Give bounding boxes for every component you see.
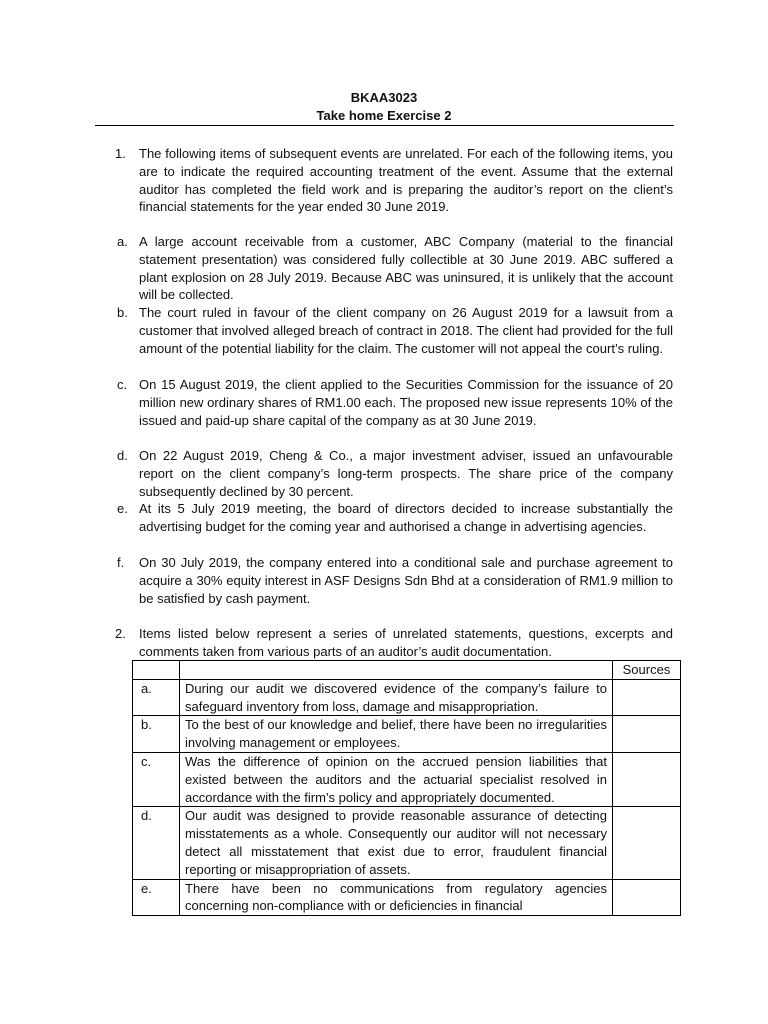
row-label: c. xyxy=(133,752,180,806)
row-statement: Our audit was designed to provide reasonable assurance of detecting misstatements as a whole. Consequently our auditor will not necessary detect all misstatement that exist due to error, fraudulent financial reporting or misappropriation of assets. xyxy=(180,807,613,879)
exercise-title: Take home Exercise 2 xyxy=(316,108,452,123)
row-statement: During our audit we discovered evidence of the company’s failure to safeguard inventory from loss, damage and misappropriation. xyxy=(180,679,613,716)
question-1-item-text: At its 5 July 2019 meeting, the board of directors decided to increase substantially the advertising budget for the coming year and authorised a change in advertising agencies. xyxy=(139,501,673,534)
row-label: d. xyxy=(133,807,180,879)
table-header-cell xyxy=(180,661,613,680)
row-source-cell xyxy=(613,679,681,716)
course-code: BKAA3023 xyxy=(350,90,418,105)
question-1-item-label: c. xyxy=(117,377,128,392)
table-row xyxy=(133,679,681,716)
question-1-item-label: a. xyxy=(117,234,128,249)
row-statement: To the best of our knowledge and belief, there have been no irregularities involving management or employees. xyxy=(180,716,613,753)
row-source-cell xyxy=(613,879,681,916)
title-divider xyxy=(95,125,674,126)
question-1-item-text: The court ruled in favour of the client company on 26 August 2019 for a lawsuit from a customer that involved alleged breach of contract in 2018. The client had provided for the full amount of the potential liability for the claim. The customer will not appeal the court’s ruling. xyxy=(139,305,673,356)
question-1-text: The following items of subsequent events are unrelated. For each of the following items, you are to indicate the required accounting treatment of the event. Assume that the external auditor has completed the field work and is preparing the auditor’s report on the client’s financial statements for the year ended 30 June 2019. xyxy=(139,146,673,215)
row-source-cell xyxy=(613,807,681,879)
question-1-number: 1. xyxy=(115,146,126,161)
question-1-item-label: e. xyxy=(117,501,128,516)
row-label: e. xyxy=(133,879,180,916)
row-statement: There have been no communications from regulatory agencies concerning non-compliance with or deficiencies in financial xyxy=(180,879,613,916)
question-1-item-label: d. xyxy=(117,448,128,463)
row-label: b. xyxy=(133,716,180,753)
row-statement: Was the difference of opinion on the accrued pension liabilities that existed between the auditors and the actuarial specialist resolved in accordance with the firm’s policy and appropriately documented. xyxy=(180,752,613,806)
audit-documentation-table xyxy=(132,660,681,916)
question-1-item-text: On 30 July 2019, the company entered into a conditional sale and purchase agreement to acquire a 30% equity interest in ASF Designs Sdn Bhd at a consideration of RM1.9 million to be satisfied by cash payment. xyxy=(139,555,673,606)
question-1-item-text: A large account receivable from a customer, ABC Company (material to the financial statement presentation) was considered fully collectible at 30 June 2019. ABC suffered a plant explosion on 28 July 2019. Because ABC was uninsured, it is unlikely that the account will be collected. xyxy=(139,234,673,303)
table-header-row xyxy=(133,661,681,680)
question-1-item-label: f. xyxy=(117,555,125,570)
row-source-cell xyxy=(613,752,681,806)
sources-column-header: Sources xyxy=(613,661,681,680)
table-row xyxy=(133,879,681,916)
question-1-item-label: b. xyxy=(117,305,128,320)
question-1-item-text: On 15 August 2019, the client applied to the Securities Commission for the issuance of 20 million new ordinary shares of RM1.00 each. The proposed new issue represents 10% of the issued and paid-up share capital of the company as at 30 June 2019. xyxy=(139,377,673,428)
row-label: a. xyxy=(133,679,180,716)
question-1-item-text: On 22 August 2019, Cheng & Co., a major investment adviser, issued an unfavourable report on the client company’s long-term prospects. The share price of the company subsequently declined by 30 percent. xyxy=(139,448,673,499)
row-source-cell xyxy=(613,716,681,753)
question-2-number: 2. xyxy=(115,626,126,641)
question-2-text: Items listed below represent a series of unrelated statements, questions, excerpts and comments taken from various parts of an auditor’s audit documentation. xyxy=(139,626,673,659)
table-row xyxy=(133,716,681,753)
table-row xyxy=(133,752,681,806)
table-row xyxy=(133,807,681,879)
table-header-cell xyxy=(133,661,180,680)
